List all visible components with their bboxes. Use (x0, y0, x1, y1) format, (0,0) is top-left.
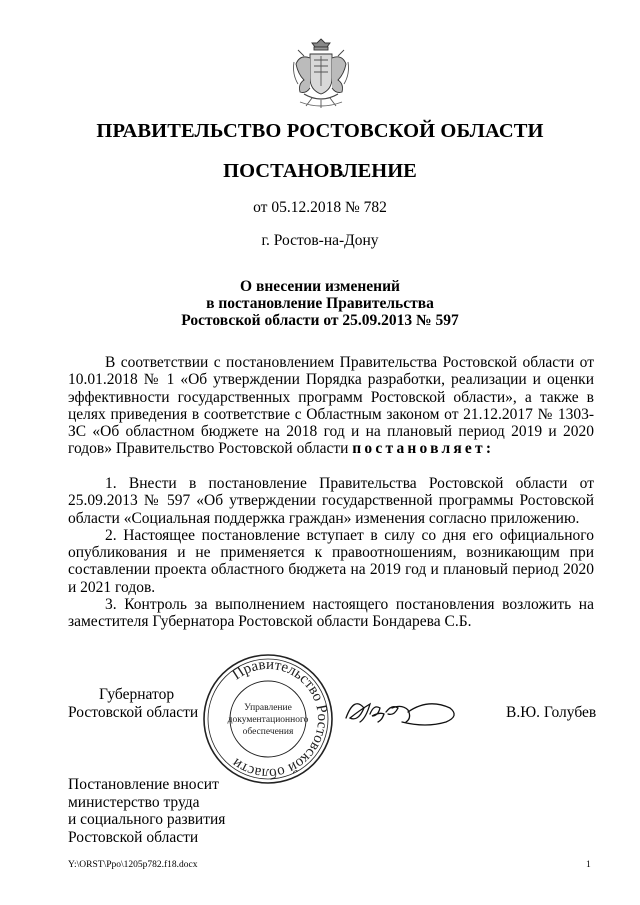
signature-icon (340, 690, 470, 732)
position-line: Губернатор (99, 686, 175, 703)
preamble-text: В соответствии с постановлением Правительства Ростовской области от 10.01.2018 № 1 «Об утверждении Порядка разработки, реализации и оценки эффективности государственных программ Ростовской области», а также в целях приведения в соответствие с Областным законом от 21.12.2017 № 1303-ЗС «Об областном бюджете на 2018 год и на плановый период 2019 и 2020 годов» Правительство Ростовской области (68, 354, 594, 458)
date-and-number: от 05.12.2018 № 782 (253, 199, 387, 216)
page-number: 1 (586, 860, 591, 870)
signatory-position (68, 686, 213, 721)
preamble (68, 354, 594, 458)
stamp-ring-text: Правительство Ростовской области (229, 656, 331, 782)
subject-line: Ростовской области от 25.09.2013 № 597 (181, 312, 459, 329)
subject-line: в постановление Правительства (206, 295, 434, 312)
contributor-line: и социального развития (68, 811, 226, 829)
decree-item: 1. Внести в постановление Правительства Ростовской области от 25.09.2013 № 597 «Об утверждении государственной программы Ростовской области «Социальная поддержка граждан» изменения согласно приложению. (68, 475, 594, 527)
contributor-line: Постановление вносит (68, 776, 219, 793)
preamble-paragraph (68, 354, 594, 458)
subject-line: О внесении изменений (240, 278, 400, 295)
government-name: ПРАВИТЕЛЬСТВО РОСТОВСКОЙ ОБЛАСТИ (96, 120, 544, 142)
signer-name: В.Ю. Голубев (506, 704, 597, 721)
contributor-line: Ростовской области (68, 828, 199, 846)
decree-item: 3. Контроль за выполнением настоящего постановления возложить на заместителя Губернатора Ростовской области Бондарева С.Б. (68, 596, 594, 631)
decree-items (68, 475, 594, 631)
official-stamp (201, 652, 335, 786)
stamp-center-line: Управление (244, 703, 292, 713)
contributor-note (68, 776, 225, 846)
stamp-center-line: документационного (227, 715, 309, 725)
stamp-center-line: обеспечения (242, 727, 294, 737)
resolves-word: постановляет: (352, 440, 495, 458)
document-subject (0, 278, 640, 329)
contributor-line: министерство труда (68, 793, 200, 811)
decree-item: 2. Настоящее постановление вступает в силу со дня его официального опубликования и не применяется к правоотношениям, возникающим при составлении проекта областного бюджета на 2019 год и плановый период 2020 и 2021 годов. (68, 526, 594, 596)
position-line: Ростовской области (68, 703, 199, 721)
footer-file-path: Y:\ORST\Ppo\1205p782.f18.docx (68, 860, 198, 870)
document-type: ПОСТАНОВЛЕНИЕ (223, 160, 417, 182)
coat-of-arms-icon (290, 36, 352, 110)
city: г. Ростов-на-Дону (261, 232, 379, 249)
